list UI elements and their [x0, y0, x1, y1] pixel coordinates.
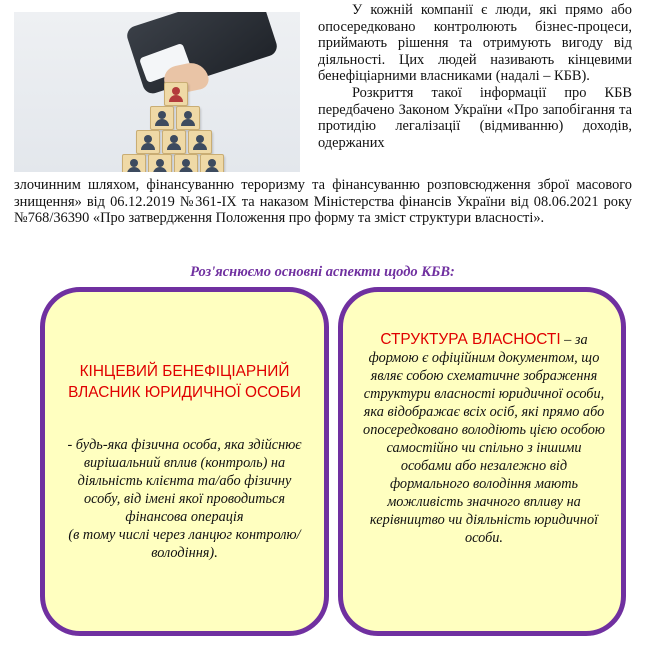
beneficial-owner-note: (в тому числі через ланцюг контролю/володіння). — [68, 527, 301, 561]
cube — [174, 154, 198, 172]
beneficial-owner-card — [40, 287, 329, 636]
beneficial-owner-title: КІНЦЕВИЙ БЕНЕФІЦІАРНИЙ ВЛАСНИК ЮРИДИЧНОЇ ОСОБИ — [68, 363, 301, 401]
ownership-structure-definition — [363, 331, 605, 547]
cube — [188, 130, 212, 154]
section-subtitle: Роз'яснюємо основні аспекти щодо КБВ: — [190, 264, 455, 280]
cube — [122, 154, 146, 172]
pyramid-of-people-cubes-icon — [14, 12, 300, 172]
cube — [136, 130, 160, 154]
intro-paragraph-1: У кожній компанії є люди, які прямо або опосередковано контролюють бізнес-процеси, приймають рішення та отримують вигоду від діяльності. Цих людей називають кінцевими бенефіціарними власниками (надалі – КБВ). — [318, 2, 632, 85]
ownership-structure-body: – за формою є офіційним документом, що являє собою схематичне зображення структури власності юридичної особи, яка відображає всіх осіб, які прямо або опосередковано володіють цією особою самостійно чи спільно з іншими особами або незалежно від формального володіння мають можливість значного впливу на керівництво чи діяльність юридичної особи. — [363, 332, 605, 546]
cube-top — [164, 82, 188, 106]
ownership-structure-card — [338, 287, 626, 636]
cube — [148, 154, 172, 172]
cube — [150, 106, 174, 130]
beneficial-owner-body: - будь-яка фізична особа, яка здійснює вирішальний вплив (контроль) на діяльність клієнта та/або фізичну особу, від імені якої проводиться фінансова операція — [67, 437, 302, 525]
ownership-structure-title: СТРУКТУРА ВЛАСНОСТІ — [380, 331, 561, 348]
cube — [162, 130, 186, 154]
intro-paragraph-2-top: Розкриття такої інформації про КБВ передбачено Законом України «Про запобігання та протидію легалізації (відмиванню) доходів, одержаних — [318, 84, 632, 151]
intro-text-right — [318, 2, 632, 151]
cube — [176, 106, 200, 130]
intro-paragraph-2-bottom: злочинним шляхом, фінансуванню тероризму та фінансуванню розповсюдження зброї масового знищення» від 06.12.2019 №361-IX та наказом Міністерства фінансів України від 08.06.2021 року №768/36390 «Про затвердження Положення про форму та зміст структури власності». — [14, 177, 632, 227]
beneficial-owner-definition — [63, 436, 306, 562]
cube — [200, 154, 224, 172]
